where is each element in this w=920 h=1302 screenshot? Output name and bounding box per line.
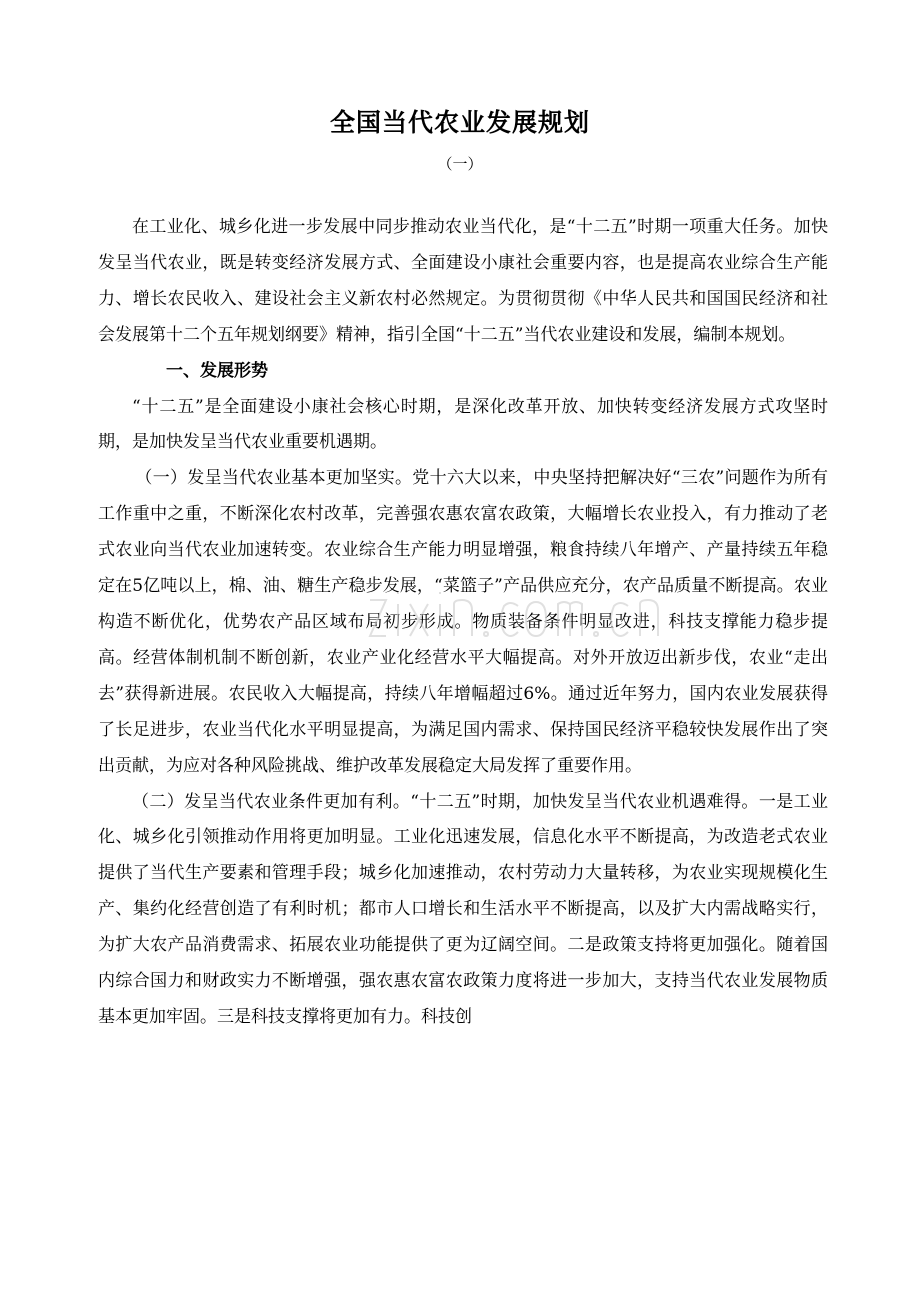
section-lead-paragraph: “十二五”是全面建设小康社会核心时期，是深化改革开放、加快转变经济发展方式攻坚时期，是加快发呈当代农业重要机遇期。 bbox=[98, 396, 828, 453]
intro-paragraph: 在工业化、城乡化进一步发展中同步推动农业当代化，是“十二五”时期一项重大任务。加快发呈当代农业，既是转变经济发展方式、全面建设小康社会重要内容，也是提高农业综合生产能力、增长农民收入、建设社会主义新农村必然规定。为贯彻贯彻《中华人民共和国国民经济和社会发展第十二个五年规划纲要》精神，指引全国“十二五”当代农业建设和发展，编制本规划。 bbox=[98, 217, 828, 345]
body-paragraph: （一）发呈当代农业基本更加坚实。党十六大以来，中央坚持把解决好“三农”问题作为所有工作重中之重，不断深化农村改革，完善强农惠农富农政策，大幅增长农业投入，有力推动了老式农业向当代农业加速转变。农业综合生产能力明显增强，粮食持续八年增产、产量持续五年稳定在5亿吨以上，棉、油、糖生产稳步发展，“菜篮子”产品供应充分，农产品质量不断提高。农业构造不断优化，优势农产品区域布局初步形成。物质装备条件明显改进，科技支撑能力稳步提高。经营体制机制不断创新，农业产业化经营水平大幅提高。对外开放迈出新步伐，农业“走出去”获得新进展。农民收入大幅提高，持续八年增幅超过6%。通过近年努力，国内农业发展获得了长足进步，农业当代化水平明显提高，为满足国内需求、保持国民经济平稳较快发展作出了突出贡献，为应对各种风险挑战、维护改革发展稳定大局发挥了重要作用。 bbox=[98, 468, 828, 776]
document-title: 全国当代农业发展规划 bbox=[329, 108, 590, 137]
section-heading: 一、发展形势 bbox=[166, 360, 268, 381]
document-subtitle: （一） bbox=[437, 155, 483, 173]
body-paragraph: （二）发呈当代农业条件更加有利。“十二五”时期，加快发呈当代农业机遇难得。一是工业化、城乡化引领推动作用将更加明显。工业化迅速发展，信息化水平不断提高，为改造老式农业提供了当代生产要素和管理手段；城乡化加速推动，农村劳动力大量转移，为农业实现规模化生产、集约化经营创造了有利时机；都市人口增长和生活水平不断提高，以及扩大内需战略实行，为扩大农产品消费需求、拓展农业功能提供了更为辽阔空间。二是政策支持将更加强化。随着国内综合国力和财政实力不断增强，强农惠农富农政策力度将进一步加大，支持当代农业发展物质基本更加牢固。三是科技支撑将更加有力。科技创 bbox=[98, 791, 828, 1027]
document-body bbox=[98, 210, 828, 1036]
